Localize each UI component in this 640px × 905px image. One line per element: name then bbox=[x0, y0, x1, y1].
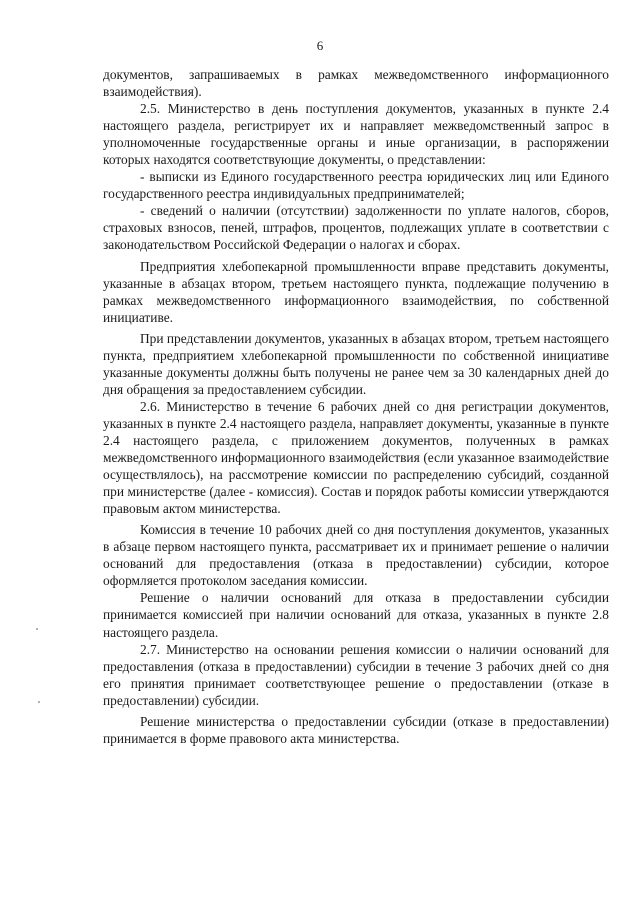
paragraph-refusal-decision: Решение о наличии оснований для отказа в предоставлении субсидии принимается комиссией при наличии оснований для отказа, указанных в пункте 2.8 настоящего раздела. bbox=[103, 590, 609, 640]
paragraph-30-days: При представлении документов, указанных в абзацах втором, третьем настоящего пункта, предприятием хлебопекарной промышленности по собственной инициативе указанные документы должны быть получены не ранее чем за 30 календарных дней до дня обращения за предоставлением субсидии. bbox=[103, 330, 609, 397]
paragraph-own-initiative: Предприятия хлебопекарной промышленности вправе представить документы, указанные в абзацах втором, третьем настоящего пункта, подлежащие получению в рамках межведомственного информационного взаимодействия, по собственной инициативе. bbox=[103, 258, 609, 325]
paragraph-2-5: 2.5. Министерство в день поступления документов, указанных в пункте 2.4 настоящего раздела, регистрирует их и направляет межведомственный запрос в уполномоченные государственные органы и иные организации, в распоряжении которых находятся соответствующие документы, о представлении: bbox=[103, 101, 609, 168]
paragraph-ministry-decision: Решение министерства о предоставлении субсидии (отказе в предоставлении) принимается в форме правового акта министерства. bbox=[103, 713, 609, 746]
document-body bbox=[103, 66, 609, 747]
list-item-tax-debt-info: - сведений о наличии (отсутствии) задолженности по уплате налогов, сборов, страховых взносов, пеней, штрафов, процентов, подлежащих уплате в соответствии с законодательством Российской Федерации о налогах и сборах. bbox=[103, 203, 609, 253]
paragraph-2-7: 2.7. Министерство на основании решения комиссии о наличии оснований для предоставления (отказа в предоставлении) субсидии в течение 3 рабочих дней со дня его принятия принимает соответствующее решение о предоставлении (отказе в предоставлении) субсидии. bbox=[103, 641, 609, 708]
paragraph-commission-review: Комиссия в течение 10 рабочих дней со дня поступления документов, указанных в абзаце первом настоящего пункта, рассматривает их и принимает решение о наличии оснований для предоставления (отказа в предоставлении) субсидии, которое оформляется протоколом заседания комиссии. bbox=[103, 522, 609, 589]
scan-speck bbox=[36, 628, 38, 630]
list-item-egrul-extract: - выписки из Единого государственного реестра юридических лиц или Единого государственного реестра индивидуальных предпринимателей; bbox=[103, 169, 609, 202]
scan-speck bbox=[38, 701, 40, 703]
paragraph-2-6: 2.6. Министерство в течение 6 рабочих дней со дня регистрации документов, указанных в пункте 2.4 настоящего раздела, направляет документы, указанные в пункте 2.4 настоящего раздела, с приложением документов, полученных в рамках межведомственного информационного взаимодействия (если указанное взаимодействие осуществлялось), на рассмотрение комиссии по распределению субсидий, созданной при министерстве (далее - комиссия). Состав и порядок работы комиссии утверждаются правовым актом министерства. bbox=[103, 398, 609, 517]
paragraph-continuation: документов, запрашиваемых в рамках межведомственного информационного взаимодействия). bbox=[103, 67, 609, 100]
page-number: 6 bbox=[316, 38, 324, 53]
